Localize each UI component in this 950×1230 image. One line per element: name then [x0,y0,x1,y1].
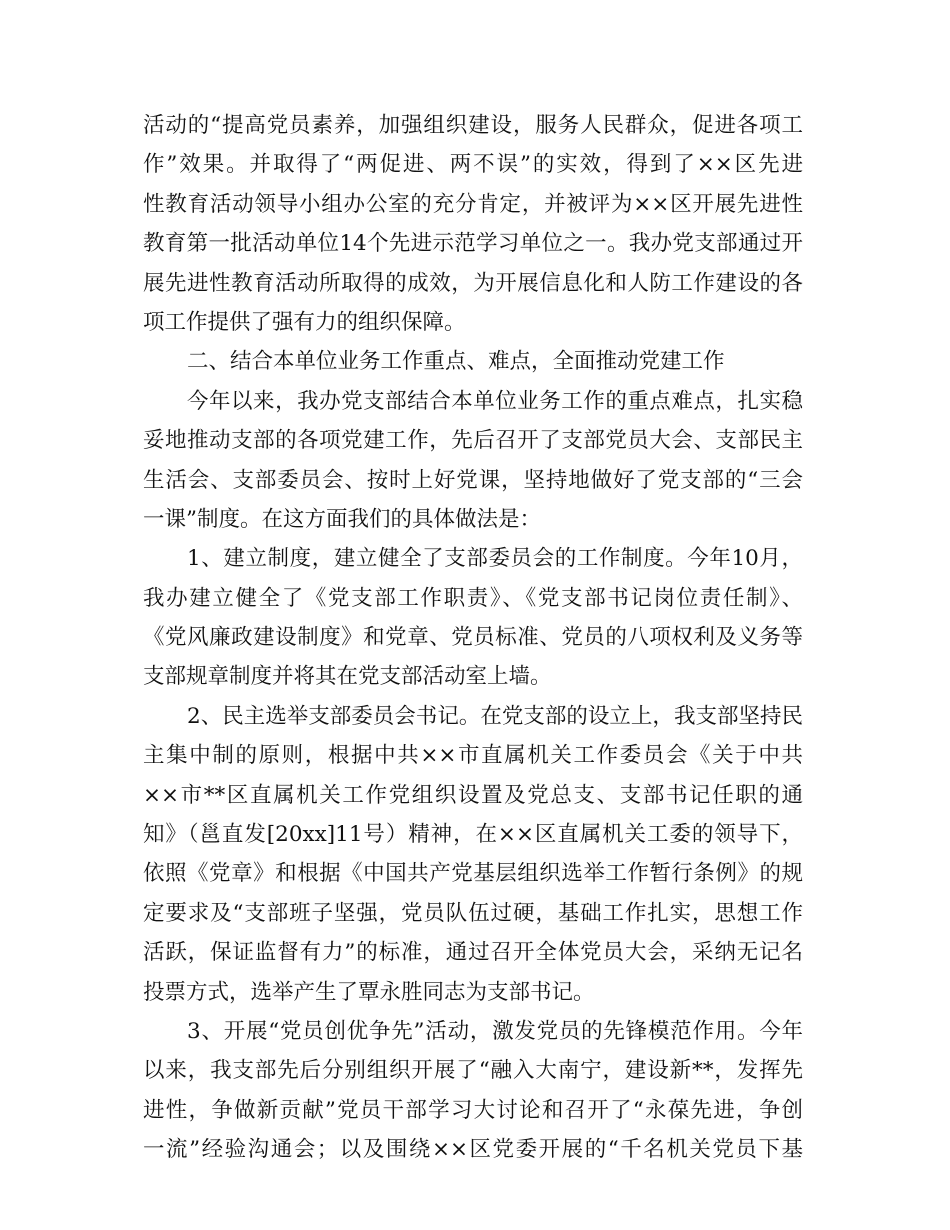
text-line: 活动的“提高党员素养，加强组织建设，服务人民群众，促进各项工 [143,113,803,138]
text-line: 进性，争做新贡献”党员干部学习大讨论和召开了“永葆先进，争创 [143,1097,803,1123]
text-line: 活跃，保证监督有力”的标准，通过召开全体党员大会，采纳无记名 [143,940,803,966]
text-line: 展先进性教育活动所取得的成效，为开展信息化和人防工作建设的各 [143,270,803,296]
paragraph-start-line: 3、开展“党员创优争先”活动，激发党员的先锋模范作用。今年 [187,1018,803,1044]
document-body [143,106,803,1170]
text-line: 以来，我支部先后分别组织开展了“融入大南宁，建设新**，发挥先 [143,1058,803,1084]
text-line: 依照《党章》和根据《中国共产党基层组织选举工作暂行条例》的规 [143,861,803,887]
paragraph-start-line: 今年以来，我办党支部结合本单位业务工作的重点难点，扎实稳 [187,388,803,414]
text-line: 投票方式，选举产生了覃永胜同志为支部书记。 [143,979,595,1005]
text-line: ××市**区直属机关工作党组织设置及党总支、支部书记任职的通 [143,782,803,808]
text-line: 支部规章制度并将其在党支部活动室上墙。 [143,664,552,690]
text-line: 生活会、支部委员会、按时上好党课，坚持地做好了党支部的“三会 [143,467,803,493]
text-line: 我办建立健全了《党支部工作职责》、《党支部书记岗位责任制》、 [143,585,803,611]
text-line: 教育第一批活动单位14个先进示范学习单位之一。我办党支部通过开 [143,231,803,257]
text-line: 知》（邕直发[20xx]11号）精神，在××区直属机关工委的领导下， [143,822,803,848]
text-line: 项工作提供了强有力的组织保障。 [143,309,466,335]
text-line: 作”效果。并取得了“两促进、两不误”的实效，得到了××区先进 [143,152,803,178]
text-line: 一流”经验沟通会；以及围绕××区党委开展的“千名机关党员下基 [143,1137,803,1163]
paragraph-start-line: 1、建立制度，建立健全了支部委员会的工作制度。今年10月， [187,546,803,572]
text-line: 妥地推动支部的各项党建工作，先后召开了支部党员大会、支部民主 [143,428,803,454]
text-line: 定要求及“支部班子坚强，党员队伍过硬，基础工作扎实，思想工作 [143,900,803,926]
paragraph-start-line: 2、民主选举支部委员会书记。在党支部的设立上，我支部坚持民 [187,703,803,729]
paragraph-start-line: 二、结合本单位业务工作重点、难点，全面推动党建工作 [187,349,725,375]
text-line: 一课”制度。在这方面我们的具体做法是： [143,506,541,532]
text-line: 性教育活动领导小组办公室的充分肯定，并被评为××区开展先进性 [143,191,803,217]
text-line: 主集中制的原则，根据中共××市直属机关工作委员会《关于中共 [143,743,803,769]
text-line: 《党风廉政建设制度》和党章、党员标准、党员的八项权利及义务等 [143,625,803,651]
